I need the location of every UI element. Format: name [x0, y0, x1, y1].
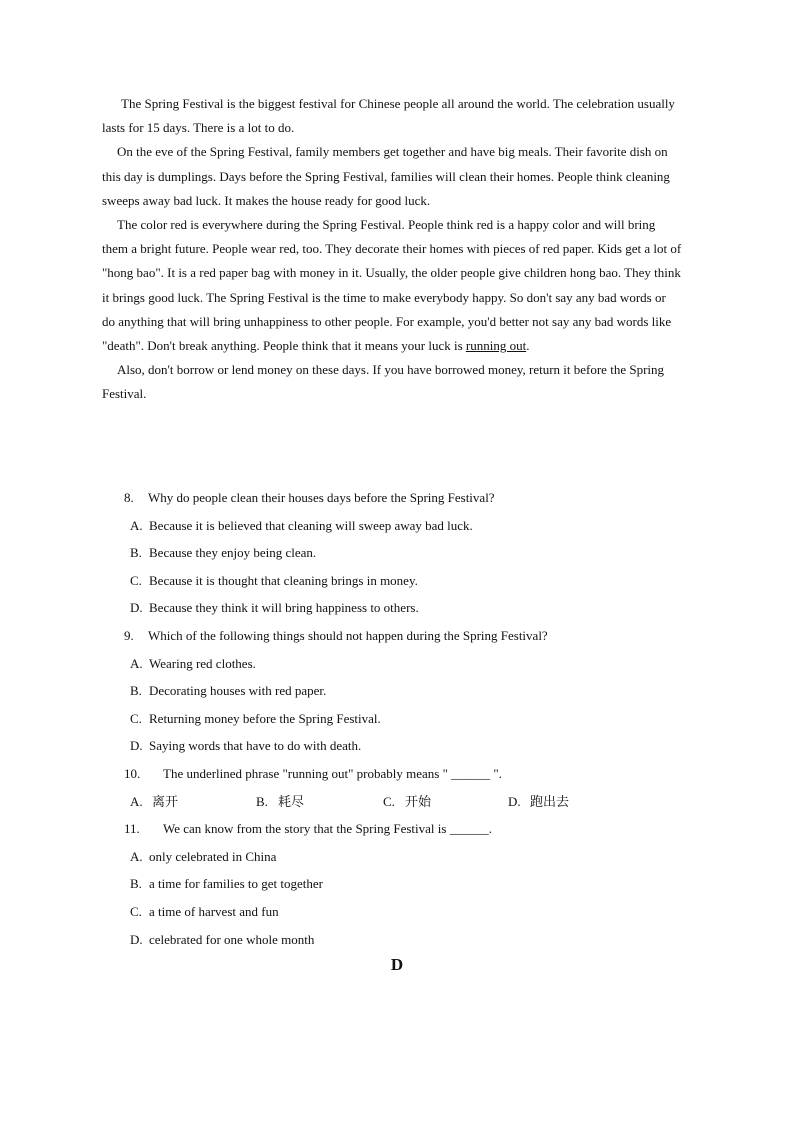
option-9c: [124, 705, 624, 733]
question-text: We can know from the story that the Spring Festival is ______.: [163, 821, 492, 837]
option-text: celebrated for one whole month: [149, 931, 315, 947]
option-text: a time for families to get together: [149, 876, 323, 892]
question-text: Why do people clean their houses days before the Spring Festival?: [148, 490, 495, 505]
question-text: Which of the following things should not happen during the Spring Festival?: [148, 627, 548, 643]
option-text: Wearing red clothes.: [149, 655, 256, 671]
passage-paragraph-4: Also, don't borrow or lend money on these days. If you have borrowed money, return it before the Spring Festival.: [102, 362, 665, 402]
paragraph-3-text: The color red is everywhere during the Spring Festival. People think red is a happy color and will bring them a bright future. People wear red, too. They decorate their homes with pieces of red paper. Kids get a lot of "hong bao". It is a red paper bag with money in it. Usually, the older people give children hong bao. They think it brings good luck. The Spring Festival is the time to make everybody happy. So don't say any bad words or do anything that will bring unhappiness to other people. For example, you'd better not say any bad words like "death". Don't break anything. People think that it means your luck is: [102, 217, 682, 354]
option-text: Because they think it will bring happiness to others.: [149, 600, 419, 616]
question-number: 11.: [124, 821, 140, 837]
section-heading: D: [390, 955, 404, 974]
option-label: D.: [130, 600, 143, 616]
option-text: a time of harvest and fun: [149, 903, 279, 919]
option-11b: [124, 870, 624, 898]
option-label: C.: [130, 710, 142, 726]
passage-paragraph-1: The Spring Festival is the biggest festival for Chinese people all around the world. The celebration usually lasts for 15 days. There is a lot to do.: [102, 96, 675, 136]
option-text: Returning money before the Spring Festival.: [149, 710, 381, 726]
paragraph-3-end: .: [526, 338, 530, 354]
question-list: [124, 484, 624, 953]
option-11d: [124, 926, 624, 954]
option-text: 跑出去: [530, 794, 570, 810]
question-number: 9.: [124, 627, 134, 643]
option-8b: [124, 539, 624, 567]
option-label: B.: [130, 683, 142, 699]
option-8d: [124, 594, 624, 622]
option-text: Because it is thought that cleaning brings in money.: [149, 572, 418, 588]
option-text: only celebrated in China: [149, 848, 277, 864]
option-10b: [256, 788, 304, 817]
option-label: B.: [130, 876, 142, 892]
question-11: [124, 815, 624, 843]
option-label: C.: [130, 903, 142, 919]
option-label: A.: [130, 517, 143, 533]
option-label: B.: [256, 793, 268, 809]
option-text: Decorating houses with red paper.: [149, 683, 327, 699]
underlined-phrase: running out: [465, 338, 527, 354]
option-text: Because they enjoy being clean.: [149, 545, 317, 561]
question-number: 10.: [124, 765, 141, 781]
option-9a: [124, 650, 624, 678]
option-text: 耗尽: [278, 794, 305, 810]
option-8a: [124, 512, 624, 540]
option-label: D.: [130, 931, 143, 947]
question-10: [124, 760, 624, 788]
options-row-10: [124, 788, 624, 816]
option-10a: [130, 788, 178, 817]
option-label: A.: [130, 793, 143, 809]
option-label: D.: [508, 793, 521, 809]
option-10d: [508, 788, 569, 817]
option-9d: [124, 732, 624, 760]
question-number: 8.: [124, 490, 134, 505]
option-11a: [124, 843, 624, 871]
option-label: C.: [130, 572, 142, 588]
option-label: B.: [130, 545, 142, 561]
option-label: C.: [383, 793, 395, 809]
passage-paragraph-3: [102, 213, 682, 358]
option-11c: [124, 898, 624, 926]
question-text: The underlined phrase "running out" probably means " ______ ".: [163, 765, 502, 781]
option-text: Saying words that have to do with death.: [149, 738, 362, 754]
option-10c: [383, 788, 431, 817]
question-9: [124, 622, 624, 650]
option-text: 开始: [405, 794, 432, 810]
option-9b: [124, 677, 624, 705]
option-label: A.: [130, 848, 143, 864]
option-label: A.: [130, 655, 143, 671]
passage-paragraph-2: On the eve of the Spring Festival, family members get together and have big meals. Their favorite dish on this day is dumplings. Days before the Spring Festival, families will clean their homes. People think cleaning sweeps away bad luck. It makes the house ready for good luck.: [102, 144, 670, 208]
question-8: [124, 484, 624, 512]
option-text: Because it is believed that cleaning will sweep away bad luck.: [149, 517, 473, 533]
option-8c: [124, 567, 624, 595]
reading-passage: [102, 92, 682, 407]
option-text: 离开: [152, 794, 179, 810]
option-label: D.: [130, 738, 143, 754]
